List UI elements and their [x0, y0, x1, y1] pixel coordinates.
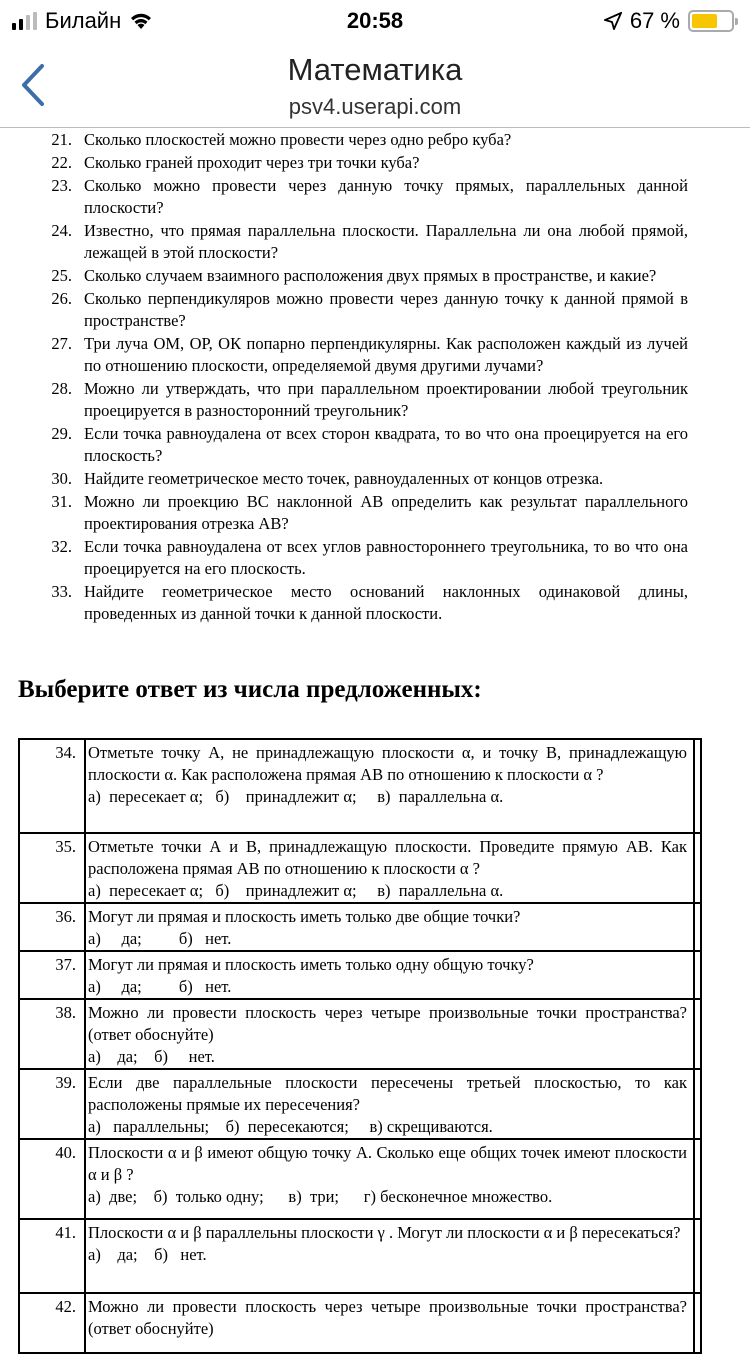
answer-options: а) две; б) только одну; в) три; г) бесконечное множество. [88, 1187, 553, 1206]
question-number: 38. [19, 999, 85, 1069]
table-row [19, 1293, 701, 1353]
table-row [19, 903, 701, 951]
item-number: 24. [51, 221, 72, 240]
question-text: Отметьте точку А, не принадлежащую плоскости α, и точку В, принадлежащую плоскости α. Как расположена прямая АВ по отношению к плоскости α ? [88, 743, 687, 784]
question-number: 35. [19, 833, 85, 903]
answer-options: а) да; б) нет. [88, 1047, 215, 1066]
item-number: 29. [51, 424, 72, 443]
status-bar [0, 0, 750, 44]
item-text: Если точка равноудалена от всех сторон квадрата, то во что она проецируется на его плоскость? [84, 424, 688, 465]
item-text: Сколько случаем взаимного расположения двух прямых в пространстве, и какие? [84, 266, 657, 285]
answer-options: а) пересекает α; б) принадлежит α; в) параллельна α. [88, 881, 504, 900]
list-item [0, 220, 688, 264]
list-item [0, 333, 688, 377]
question-number: 42. [19, 1293, 85, 1353]
nav-bar [0, 44, 750, 128]
list-item [0, 468, 688, 490]
item-number: 28. [51, 379, 72, 398]
item-text: Найдите геометрическое место оснований наклонных одинаковой длины, проведенных из данной точки к данной плоскости. [84, 582, 688, 623]
list-item [0, 152, 688, 174]
empty-cell [694, 1139, 701, 1219]
answer-options: а) да; б) нет. [88, 1245, 207, 1264]
question-text: Плоскости α и β имеют общую точку А. Сколько еще общих точек имеют плоскости α и β ? [88, 1143, 687, 1184]
question-text: Можно ли провести плоскость через четыре произвольные точки пространства? (ответ обоснуйте) [88, 1297, 687, 1338]
list-item [0, 175, 688, 219]
item-number: 30. [51, 469, 72, 488]
item-text: Можно ли утверждать, что при параллельном проектировании любой треугольник проецируется в разносторонний треугольник? [84, 379, 688, 420]
item-text: Три луча ОМ, ОР, ОК попарно перпендикулярны. Как расположен каждый из лучей по отношению плоскости, определяемой двумя другими лучами? [84, 334, 688, 375]
table-row [19, 833, 701, 903]
question-number: 37. [19, 951, 85, 999]
battery-icon [688, 10, 734, 32]
table-row [19, 951, 701, 999]
list-item [0, 378, 688, 422]
location-icon [604, 12, 622, 30]
empty-cell [694, 999, 701, 1069]
item-text: Известно, что прямая параллельна плоскости. Параллельна ли она любой прямой, лежащей в этой плоскости? [84, 221, 688, 262]
table-row [19, 1219, 701, 1293]
item-text: Сколько перпендикуляров можно провести через данную точку к данной прямой в пространстве? [84, 289, 688, 330]
list-item [0, 288, 688, 332]
battery-percent: 67 % [629, 8, 680, 33]
list-item [0, 491, 688, 535]
question-number: 36. [19, 903, 85, 951]
empty-cell [694, 1293, 701, 1353]
list-item [0, 129, 688, 151]
item-number: 31. [51, 492, 72, 511]
empty-cell [694, 1219, 701, 1293]
item-text: Найдите геометрическое место точек, равноудаленных от концов отрезка. [84, 469, 604, 488]
question-number: 40. [19, 1139, 85, 1219]
question-text: Могут ли прямая и плоскость иметь только две общие точки? [88, 907, 521, 926]
empty-cell [694, 951, 701, 999]
table-row [19, 1069, 701, 1139]
document [0, 129, 750, 626]
item-text: Сколько можно провести через данную точку прямых, параллельных данной плоскости? [84, 176, 688, 217]
empty-cell [694, 1069, 701, 1139]
table-row [19, 999, 701, 1069]
answer-options: а) да; б) нет. [88, 977, 232, 996]
page-title: Математика [287, 52, 463, 87]
question-cell [85, 903, 694, 951]
questions-table [18, 738, 702, 1354]
question-cell [85, 1293, 694, 1353]
question-cell [85, 999, 694, 1069]
question-cell [85, 1139, 694, 1219]
answer-options: а) да; б) нет. [88, 929, 232, 948]
answer-options: а) параллельны; б) пересекаются; в) скрещиваются. [88, 1117, 493, 1136]
list-item [0, 536, 688, 580]
question-text: Могут ли прямая и плоскость иметь только одну общую точку? [88, 955, 534, 974]
empty-cell [694, 833, 701, 903]
question-cell [85, 833, 694, 903]
item-number: 25. [51, 266, 72, 285]
list-item [0, 265, 688, 287]
item-text: Если точка равноудалена от всех углов равностороннего треугольника, то во что она проецируется на его плоскость. [84, 537, 688, 578]
question-number: 39. [19, 1069, 85, 1139]
item-text: Сколько граней проходит через три точки куба? [84, 153, 420, 172]
carrier-name: Билайн [45, 8, 122, 33]
question-text: Плоскости α и β параллельны плоскости γ . Могут ли плоскости α и β пересекаться? [88, 1223, 681, 1242]
item-text: Можно ли проекцию ВС наклонной АВ определить как результат параллельного проектирования отрезка АВ? [84, 492, 688, 533]
item-number: 32. [51, 537, 72, 556]
item-number: 21. [51, 130, 72, 149]
question-list [0, 129, 750, 625]
item-number: 22. [51, 153, 72, 172]
item-number: 26. [51, 289, 72, 308]
item-number: 27. [51, 334, 72, 353]
question-number: 41. [19, 1219, 85, 1293]
empty-cell [694, 739, 701, 833]
empty-cell [694, 903, 701, 951]
item-text: Сколько плоскостей можно провести через одно ребро куба? [84, 130, 512, 149]
section-heading: Выберите ответ из числа предложенных: [18, 676, 482, 703]
table-row [19, 739, 701, 833]
item-number: 33. [51, 582, 72, 601]
table-row [19, 1139, 701, 1219]
question-cell [85, 1069, 694, 1139]
question-cell [85, 1219, 694, 1293]
list-item [0, 581, 688, 625]
page-url: psv4.userapi.com [288, 94, 462, 119]
question-text: Можно ли провести плоскость через четыре произвольные точки пространства? (ответ обоснуйте) [88, 1003, 687, 1044]
question-text: Отметьте точки А и В, принадлежащую плоскости. Проведите прямую АВ. Как расположена прямая АВ по отношению к плоскости α ? [88, 837, 687, 878]
list-item [0, 423, 688, 467]
question-number: 34. [19, 739, 85, 833]
answer-options: а) пересекает α; б) принадлежит α; в) параллельна α. [88, 787, 504, 806]
question-cell [85, 739, 694, 833]
clock: 20:58 [346, 8, 404, 33]
question-cell [85, 951, 694, 999]
question-text: Если две параллельные плоскости пересечены третьей плоскостью, то как расположены прямые их пересечения? [88, 1073, 687, 1114]
item-number: 23. [51, 176, 72, 195]
